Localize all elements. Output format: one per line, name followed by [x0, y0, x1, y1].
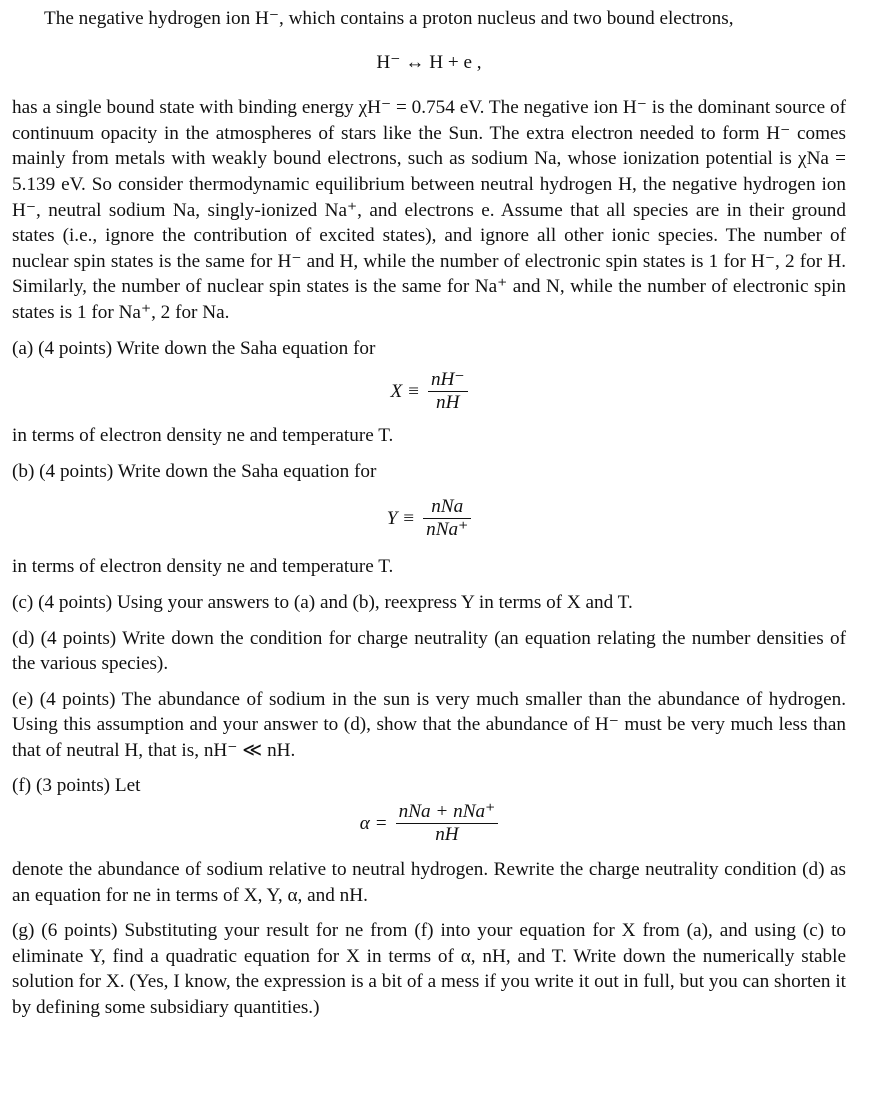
part-a-equation [12, 361, 846, 423]
part-a-denominator: nH [436, 392, 460, 414]
part-b-after: in terms of electron density ne and temperature T. [12, 556, 394, 578]
part-f-after: denote the abundance of sodium relative to neutral hydrogen. Rewrite the charge neutrality condition (d) as an equation for ne in terms of X, Y, α, and nH. [12, 859, 846, 906]
problem-document [12, 0, 846, 1021]
reaction-equation: H⁻ ↔ H + e , [376, 51, 482, 73]
part-g-text: (g) (6 points) Substituting your result for ne from (f) into your equation for X from (a), and using (c) to eliminate Y, find a quadratic equation for X in terms of α, nH, and T. Write down the numerically stable solution for X. (Yes, I know, the expression is a bit of a mess if you write it out in full, but you can shorten it by defining some subsidiary quantities.) [12, 920, 846, 1019]
part-a-fraction [428, 369, 468, 414]
part-a-label: (a) (4 points) Write down the Saha equation for [12, 337, 376, 359]
part-d-text: (d) (4 points) Write down the condition for charge neutrality (an equation relating the number densities of the various species). [12, 627, 846, 675]
part-b-denominator: nNa⁺ [426, 519, 469, 541]
part-f-label: (f) (3 points) Let [12, 775, 141, 797]
part-f-equation [12, 799, 846, 857]
part-f-numerator: nNa + nNa⁺ [398, 801, 496, 823]
part-b-equation [12, 484, 846, 554]
part-a-numerator: nH⁻ [430, 369, 465, 391]
part-a-after: in terms of electron density ne and temperature T. [12, 425, 394, 447]
part-f-denominator: nH [435, 824, 459, 846]
part-b-eq-lhs: Y ≡ [386, 507, 416, 529]
part-c-text: (c) (4 points) Using your answers to (a) and (b), reexpress Y in terms of X and T. [12, 591, 633, 613]
part-e-text: (e) (4 points) The abundance of sodium in the sun is very much smaller than the abundance of hydrogen. Using this assumption and your answer to (d), show that the abundance of H⁻ must be very much less than that of neutral H, that is, nH⁻ ≪ nH. [12, 688, 846, 761]
part-a-eq-lhs: X ≡ [390, 380, 420, 402]
part-f-eq-lhs: α = [359, 812, 388, 834]
part-b-fraction [423, 496, 471, 541]
part-f-fraction [396, 801, 499, 846]
part-b-numerator: nNa [431, 496, 464, 518]
intro-paragraph: has a single bound state with binding energy χH⁻ = 0.754 eV. The negative ion H⁻ is the dominant source of continuum opacity in the atmospheres of stars like the Sun. The extra electron needed to form H⁻ comes mainly from metals with weakly bound electrons, such as sodium Na, whose ionization potential is χNa = 5.139 eV. So consider thermodynamic equilibrium between neutral hydrogen H, the negative hydrogen ion H⁻, neutral sodium Na, singly-ionized Na⁺, and electrons e. Assume that all species are in their ground states (i.e., ignore the contribution of excited states), and ignore all other ionic species. The number of nuclear spin states is the same for H⁻ and H, while the number of electronic spin states is 1 for H⁻, 2 for H. Similarly, the number of nuclear spin states is the same for Na⁺ and N, while the number of electronic spin states is 1 for Na⁺, 2 for Na. [12, 97, 846, 323]
part-b-label: (b) (4 points) Write down the Saha equation for [12, 460, 377, 482]
intro-first-line: The negative hydrogen ion H⁻, which contains a proton nucleus and two bound electrons, [44, 8, 734, 29]
